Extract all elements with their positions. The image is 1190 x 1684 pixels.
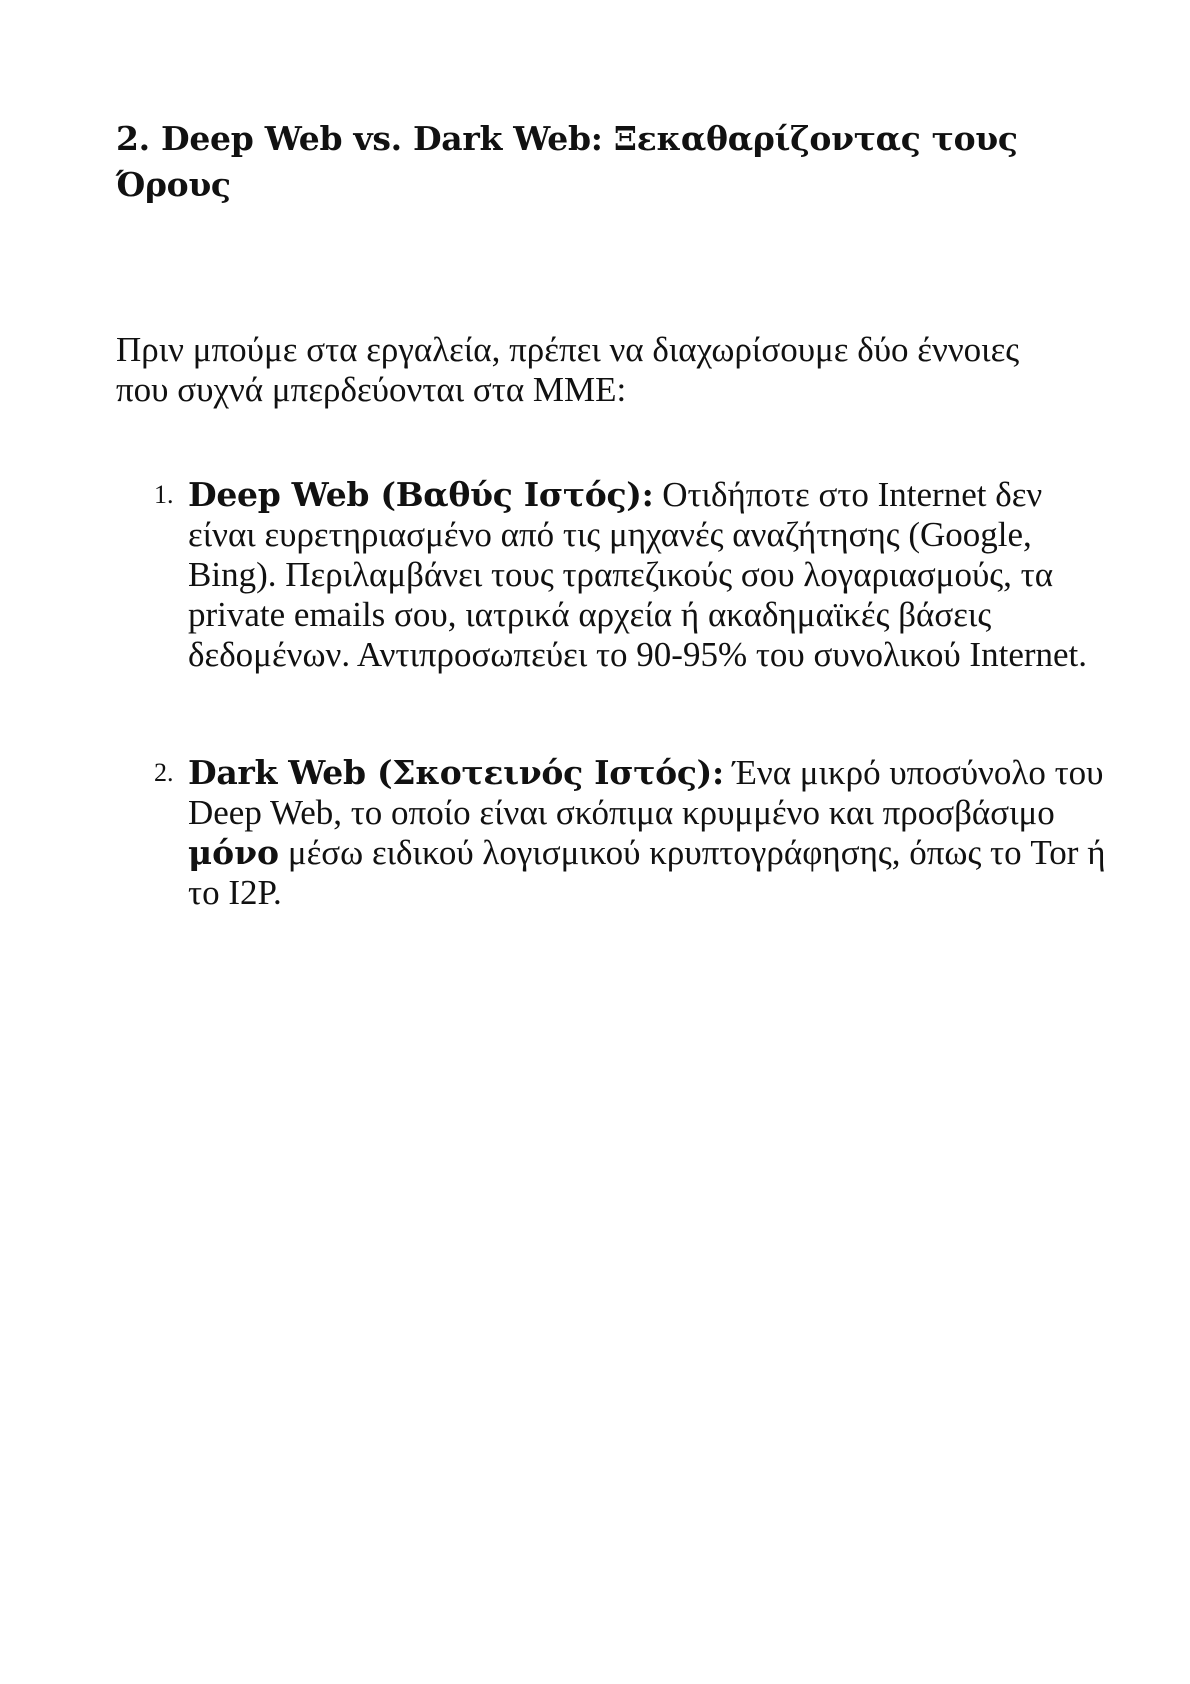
definition-deep-web: Οτιδήποτε στο Internet δεν είναι ευρετηριασμένο από τις μηχανές αναζήτησης (Google, Bing). Περιλαμβάνει τους τραπεζικούς σου λογαριασμούς, τα private emails σου, ιατρικά αρχεία ή ακαδημαϊκές βάσεις δεδομένων. Αντιπροσωπεύει το 90-95% του συνολικού Internet. — [188, 475, 1088, 674]
definition-dark-web-part2: μέσω ειδικού λογισμικού κρυπτογράφησης, όπως το Tor ή το I2P. — [188, 833, 1106, 912]
emphasis-only: μόνο — [188, 833, 280, 872]
list-item-deep-web — [0, 475, 1190, 675]
definitions-list — [0, 475, 1190, 913]
intro-paragraph: Πριν μπούμε στα εργαλεία, πρέπει να διαχωρίσουμε δύο έννοιες που συχνά μπερδεύονται στα ΜΜΕ: — [116, 330, 1020, 409]
term-dark-web: Dark Web (Σκοτεινός Ιστός): — [188, 753, 724, 792]
list-number: 1. — [154, 480, 174, 509]
definition-dark-web-part1: Ένα μικρό υποσύνολο του Deep Web, το οποίο είναι σκόπιμα κρυμμένο και προσβάσιμο — [188, 753, 1104, 832]
list-item-dark-web — [0, 753, 1190, 913]
list-number: 2. — [154, 758, 174, 787]
section-heading: 2. Deep Web vs. Dark Web: Ξεκαθαρίζοντας τους Όρους — [116, 119, 1018, 204]
term-deep-web: Deep Web (Βαθύς Ιστός): — [188, 475, 654, 514]
